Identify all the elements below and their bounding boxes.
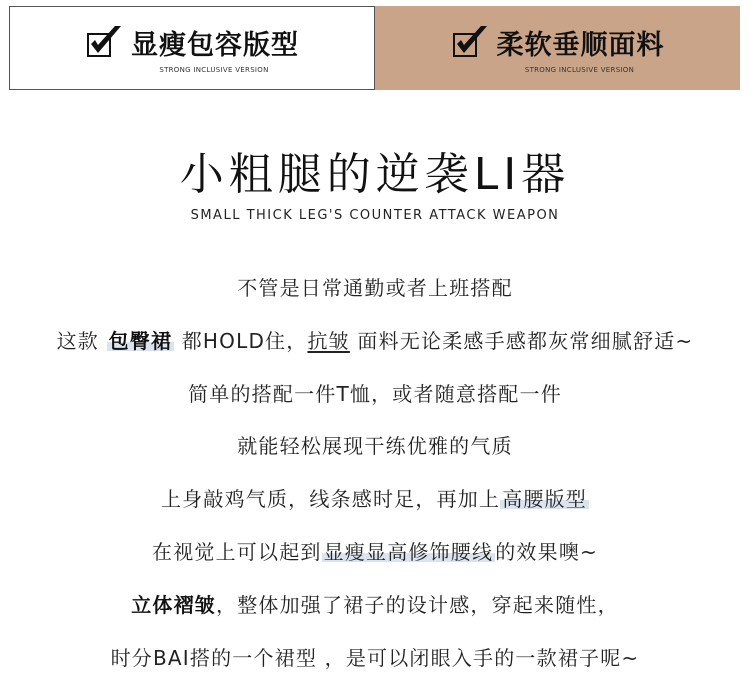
- text-line-4: [0, 430, 750, 459]
- badge-subtitle: STRONG INCLUSIVE VERSION: [159, 65, 269, 74]
- text: 不管是日常通勤或者上班搭配: [237, 276, 513, 300]
- underline-anti-wrinkle: 抗皱: [307, 329, 350, 353]
- text-line-8: [0, 642, 750, 671]
- bold-3d-pleats: 立体褶皱: [131, 593, 216, 617]
- highlight-high-waist: 高腰版型: [502, 487, 587, 511]
- text-line-7: [0, 589, 750, 618]
- text: 面料无论柔感手感都灰常细腻舒适~: [349, 329, 694, 353]
- text: 简单的搭配一件T恤，或者随意搭配一件: [188, 382, 562, 406]
- badge-soft-fabric: [375, 6, 740, 90]
- badge-subtitle: STRONG INCLUSIVE VERSION: [524, 65, 635, 74]
- highlight-hip-skirt: 包臀裙: [108, 329, 173, 353]
- text-line-2: [0, 325, 750, 354]
- text: 这款: [56, 329, 107, 353]
- text-line-3: [0, 378, 750, 407]
- checkmark-icon: [451, 23, 491, 61]
- headline: 小粗腿的逆袭LI器: [179, 149, 571, 200]
- badge-title: 显瘦包容版型: [131, 29, 299, 61]
- badge-title: 柔软垂顺面料: [496, 29, 665, 61]
- text-line-6: [0, 536, 750, 565]
- text: 都HOLD住，: [174, 329, 308, 353]
- subheadline: SMALL THICK LEG'S COUNTER ATTACK WEAPON: [190, 208, 560, 223]
- text: 就能轻松展现干练优雅的气质: [237, 434, 513, 458]
- text: 的效果噢~: [495, 540, 598, 564]
- text-line-1: [0, 272, 750, 301]
- text: 在视觉上可以起到: [152, 540, 322, 564]
- text: 上身敲鸡气质，线条感时足，再加上: [160, 487, 501, 511]
- badge-slim-fit: [9, 6, 375, 90]
- text-line-5: [0, 483, 750, 512]
- highlight-slimming: 显瘦显高修饰腰线: [323, 540, 494, 564]
- checkmark-icon: [85, 23, 125, 61]
- text: 时分BAI搭的一个裙型 ，是可以闭眼入手的一款裙子呢~: [110, 646, 640, 670]
- text: ，整体加强了裙子的设计感，穿起来随性，: [216, 593, 619, 617]
